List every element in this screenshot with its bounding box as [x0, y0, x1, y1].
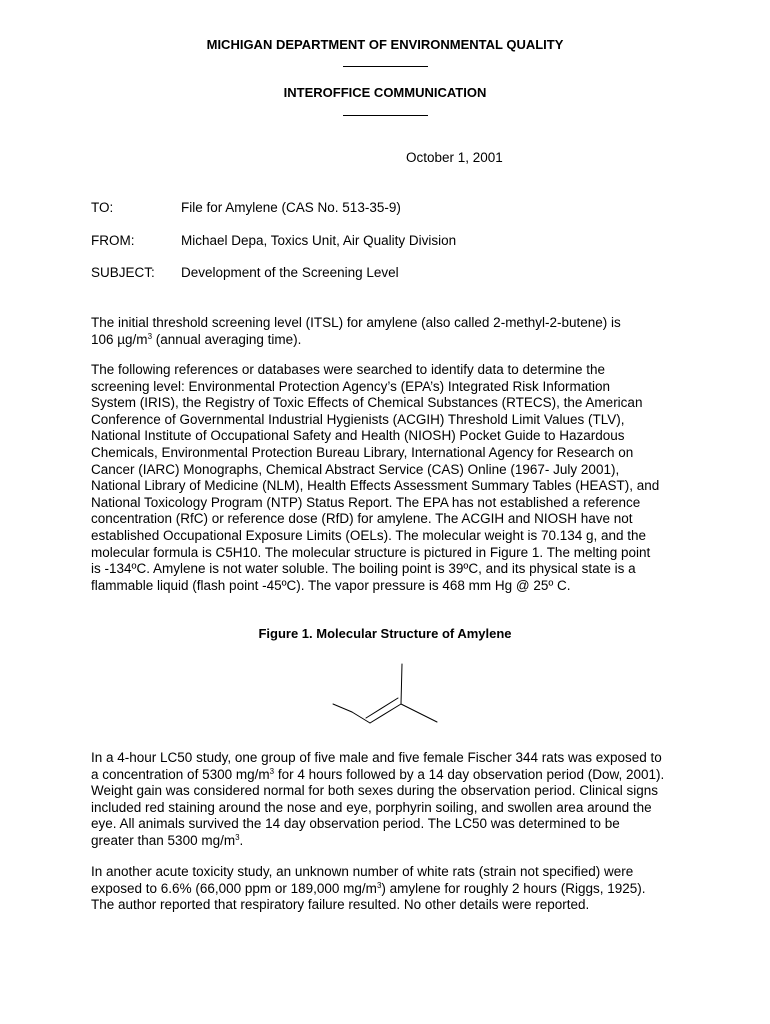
paragraph-line: greater than 5300 $mg/m^3$.	[91, 832, 244, 848]
paragraph-line: exposed to 6.6% (66,000 ppm or 189,000 $mg/m^3$) amylene for roughly 2 hours (Riggs, 1925).	[91, 880, 646, 896]
paragraph-line: National Institute of Occupational Safety and Health (NIOSH) Pocket Guide to Hazardous	[91, 428, 625, 444]
paragraph-line: The following references or databases were searched to identify data to determine the	[91, 362, 606, 377]
header-rule-1	[343, 66, 428, 67]
paragraph-lc50-study	[91, 750, 691, 850]
paragraph-line: In another acute toxicity study, an unknown number of white rats (strain not specified) were	[91, 864, 634, 879]
from-value: Michael Depa, Toxics Unit, Air Quality Division	[181, 233, 457, 248]
paragraph-line: The initial threshold screening level (ITSL) for amylene (also called 2-methyl-2-butene) is	[91, 315, 621, 330]
paragraph-line: System (IRIS), the Registry of Toxic Effects of Chemical Substances (RTECS), the American	[91, 395, 643, 411]
to-label: TO:	[91, 200, 114, 215]
figure-caption: Figure 1. Molecular Structure of Amylene	[258, 626, 512, 641]
from-label: FROM:	[91, 233, 135, 248]
to-value: File for Amylene (CAS No. 513-35-9)	[181, 200, 401, 215]
paragraph-line: eye. All animals survived the 14 day observation period. The LC50 was determined to be	[91, 816, 620, 832]
header-rule-2	[343, 115, 428, 116]
paragraph-line: Weight gain was considered normal for both sexes during the observation period. Clinical signs	[91, 783, 659, 799]
paragraph-line: National Library of Medicine (NLM), Health Effects Assessment Summary Tables (HEAST), and	[91, 478, 660, 494]
subject-label: SUBJECT:	[91, 265, 155, 280]
paragraph-line: included red staining around the nose and eye, porphyrin soiling, and swollen area around the	[91, 799, 652, 815]
paragraph-line: screening level: Environmental Protection Agency’s (EPA’s) Integrated Risk Information	[91, 378, 611, 394]
paragraph-line: National Toxicology Program (NTP) Status Report. The EPA has not established a reference	[91, 494, 641, 510]
memo-date: October 1, 2001	[406, 150, 503, 165]
paragraph-line: Conference of Governmental Industrial Hygienists (ACGIH) Threshold Limit Values (TLV),	[91, 411, 625, 427]
paragraph-line: concentration (RfC) or reference dose (RfD) for amylene. The ACGIH and NIOSH have not	[91, 511, 633, 527]
paragraph-line: The author reported that respiratory failure resulted. No other details were reported.	[91, 897, 590, 913]
paragraph-itsl	[91, 315, 691, 348]
paragraph-line: molecular formula is C5H10. The molecular structure is pictured in Figure 1. The melting point	[91, 544, 651, 560]
amylene-structure-diagram	[330, 660, 440, 730]
paragraph-acute-toxicity	[91, 864, 691, 914]
paragraph-line: 106 $\mu g/m^3$ (annual averaging time).	[91, 331, 302, 347]
subject-value: Development of the Screening Level	[181, 265, 399, 280]
paragraph-line: Chemicals, Environmental Protection Bureau Library, International Agency for Research on	[91, 444, 634, 460]
paragraph-references	[91, 362, 691, 594]
paragraph-line: Cancer (IARC) Monographs, Chemical Abstract Service (CAS) Online (1967- July 2001),	[91, 461, 620, 477]
paragraph-line: is -134ºC. Amylene is not water soluble. The boiling point is 39ºC, and its physical state is a	[91, 561, 636, 577]
paragraph-line: established Occupational Exposure Limits (OELs). The molecular weight is 70.134 g, and the	[91, 527, 647, 543]
paragraph-line: In a 4-hour LC50 study, one group of five male and five female Fischer 344 rats was exposed to	[91, 750, 662, 765]
paragraph-line: a concentration of 5300 $mg/m^3$ for 4 hours followed by a 14 day observation period (Dow, 2001).	[91, 766, 665, 782]
paragraph-line: flammable liquid (flash point -45ºC). The vapor pressure is 468 mm Hg @ 25º C.	[91, 577, 571, 593]
memo-type-heading: INTEROFFICE COMMUNICATION	[283, 85, 487, 100]
department-heading: MICHIGAN DEPARTMENT OF ENVIRONMENTAL QUALITY	[206, 37, 564, 52]
